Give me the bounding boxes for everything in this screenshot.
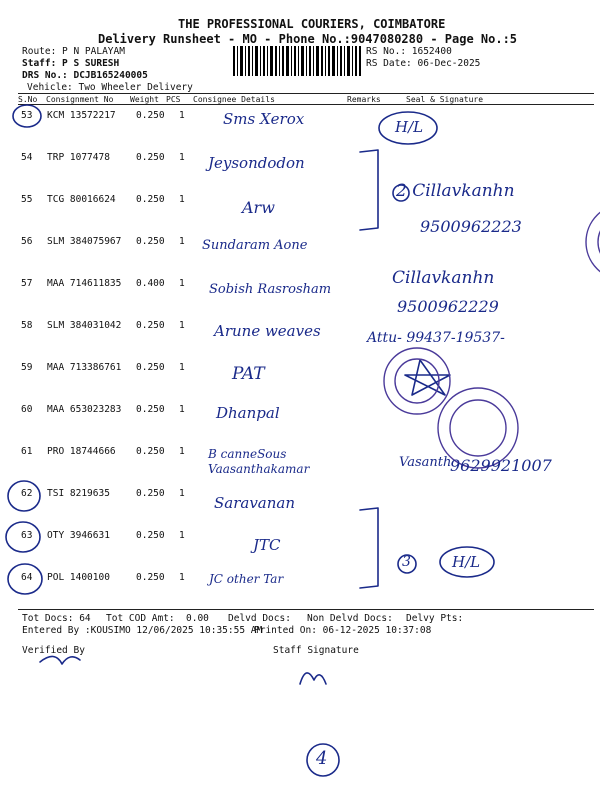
table-row: [0, 530, 600, 550]
row-sno: 56: [21, 236, 33, 247]
handwritten-consignee: Dhanpal: [216, 404, 280, 422]
row-consignment: TRP 1077478: [47, 152, 110, 163]
table-header-rule: [18, 104, 594, 105]
row-pcs: 1: [179, 446, 185, 457]
staff: Staff: P S SURESH: [22, 58, 120, 69]
col-remarks: Remarks: [347, 95, 381, 104]
row-consignment: SLM 384031042: [47, 320, 122, 331]
handwritten-consignee: Arw: [242, 198, 275, 217]
printed-on: Printed On: 06-12-2025 10:37:08: [254, 625, 432, 636]
handwritten-consignee: B canneSous Vaasanthakamar: [208, 447, 310, 476]
row-weight: 0.250: [136, 404, 165, 415]
col-seal: Seal & Signature: [406, 95, 484, 104]
handwritten-number-3: 3: [402, 554, 411, 570]
col-weight: Weight: [130, 95, 159, 104]
row-consignment: SLM 384075967: [47, 236, 122, 247]
handwritten-phone-c: Attu- 99437-19537-: [367, 330, 505, 346]
footer-rule: [18, 609, 594, 610]
handwritten-consignee: Sundaram Aone: [202, 238, 308, 253]
signature-phone-b: 9500962229: [397, 297, 499, 316]
delivery-points: Delvy Pts:: [406, 613, 464, 624]
row-sno: 60: [21, 404, 33, 415]
row-sno: 59: [21, 362, 33, 373]
col-consignment: Consignment No: [46, 95, 114, 104]
handwritten-consignee: JTC: [253, 536, 281, 554]
hl-mark-2: H/L: [452, 553, 481, 571]
row-consignment: MAA 714611835: [47, 278, 122, 289]
staff-signature-mark: [300, 673, 326, 684]
row-sno: 55: [21, 194, 33, 205]
row-pcs: 1: [179, 110, 185, 121]
non-delivered-docs: Non Delvd Docs:: [307, 613, 393, 624]
total-cod-value: 0.00: [186, 613, 209, 624]
handwritten-number-4: 4: [316, 748, 328, 769]
signature-text-b: Cillavkanhn: [392, 268, 495, 288]
handwritten-consignee: Saravanan: [214, 494, 296, 512]
row-sno: 53: [21, 110, 33, 121]
total-docs: Tot Docs: 64: [22, 613, 91, 624]
row-pcs: 1: [179, 236, 185, 247]
table-row: [0, 488, 600, 508]
row-pcs: 1: [179, 194, 185, 205]
hl-mark-1: H/L: [395, 118, 424, 136]
row-consignment: POL 1400100: [47, 572, 110, 583]
row-pcs: 1: [179, 362, 185, 373]
row-sno: 64: [21, 572, 33, 583]
row-sno: 63: [21, 530, 33, 541]
col-pcs: PCS: [166, 95, 181, 104]
row-sno: 58: [21, 320, 33, 331]
rs-number: RS No.: 1652400: [366, 46, 452, 57]
row-pcs: 1: [179, 488, 185, 499]
row-sno: 54: [21, 152, 33, 163]
row-pcs: 1: [179, 278, 185, 289]
signature-text-d: Vasanth: [399, 455, 452, 470]
vehicle: Vehicle: Two Wheeler Delivery: [27, 82, 193, 93]
handwritten-consignee: JC other Tar: [209, 572, 284, 586]
signature-phone-d: 9629921007: [450, 456, 552, 475]
row-weight: 0.250: [136, 530, 165, 541]
row-weight: 0.400: [136, 278, 165, 289]
row-consignment: MAA 653023283: [47, 404, 122, 415]
table-row: [0, 362, 600, 382]
row-weight: 0.250: [136, 152, 165, 163]
row-pcs: 1: [179, 320, 185, 331]
row-consignment: OTY 3946631: [47, 530, 110, 541]
row-consignment: TCG 80016624: [47, 194, 116, 205]
row-weight: 0.250: [136, 320, 165, 331]
handwritten-consignee: Arune weaves: [214, 322, 321, 340]
row-consignment: PRO 18744666: [47, 446, 116, 457]
delivered-docs: Delvd Docs:: [228, 613, 291, 624]
handwritten-consignee: Sms Xerox: [223, 110, 305, 128]
table-row: [0, 404, 600, 424]
entered-by: Entered By :KOUSIMO 12/06/2025 10:35:55 AM: [22, 625, 263, 636]
row-consignment: KCM 13572217: [47, 110, 116, 121]
row-consignment: TSI 8219635: [47, 488, 110, 499]
row-consignment: MAA 713386761: [47, 362, 122, 373]
route: Route: P N PALAYAM: [22, 46, 125, 57]
handwritten-consignee: Jeysondodon: [208, 154, 305, 172]
row-sno: 57: [21, 278, 33, 289]
row-weight: 0.250: [136, 572, 165, 583]
barcode: [233, 46, 361, 76]
staff-signature-label: Staff Signature: [273, 645, 359, 656]
row-weight: 0.250: [136, 446, 165, 457]
row-weight: 0.250: [136, 236, 165, 247]
table-top-rule: [18, 93, 594, 94]
company-title: THE PROFESSIONAL COURIERS, COIMBATORE: [178, 17, 446, 31]
verified-signature: [40, 656, 80, 664]
total-cod-label: Tot COD Amt:: [106, 613, 175, 624]
row-pcs: 1: [179, 572, 185, 583]
row-weight: 0.250: [136, 110, 165, 121]
table-row: [0, 572, 600, 592]
row-pcs: 1: [179, 530, 185, 541]
rs-date: RS Date: 06-Dec-2025: [366, 58, 481, 69]
row-weight: 0.250: [136, 488, 165, 499]
row-sno: 61: [21, 446, 33, 457]
verified-by: Verified By: [22, 645, 85, 656]
runsheet-subtitle: Delivery Runsheet - MO - Phone No.:9047080280 - Page No.:5: [98, 32, 518, 46]
signature-text-a: 2 Cillavkanhn: [396, 181, 515, 201]
row-pcs: 1: [179, 152, 185, 163]
row-pcs: 1: [179, 404, 185, 415]
col-consignee: Consignee Details: [193, 95, 275, 104]
row-weight: 0.250: [136, 362, 165, 373]
handwritten-consignee: Sobish Rasrosham: [209, 282, 332, 297]
handwritten-consignee: PAT: [232, 364, 265, 384]
signature-phone-a: 9500962223: [420, 217, 522, 236]
row-sno: 62: [21, 488, 33, 499]
row-weight: 0.250: [136, 194, 165, 205]
col-sno: S.No: [18, 95, 38, 104]
drs-number: DRS No.: DCJB165240005: [22, 70, 148, 81]
